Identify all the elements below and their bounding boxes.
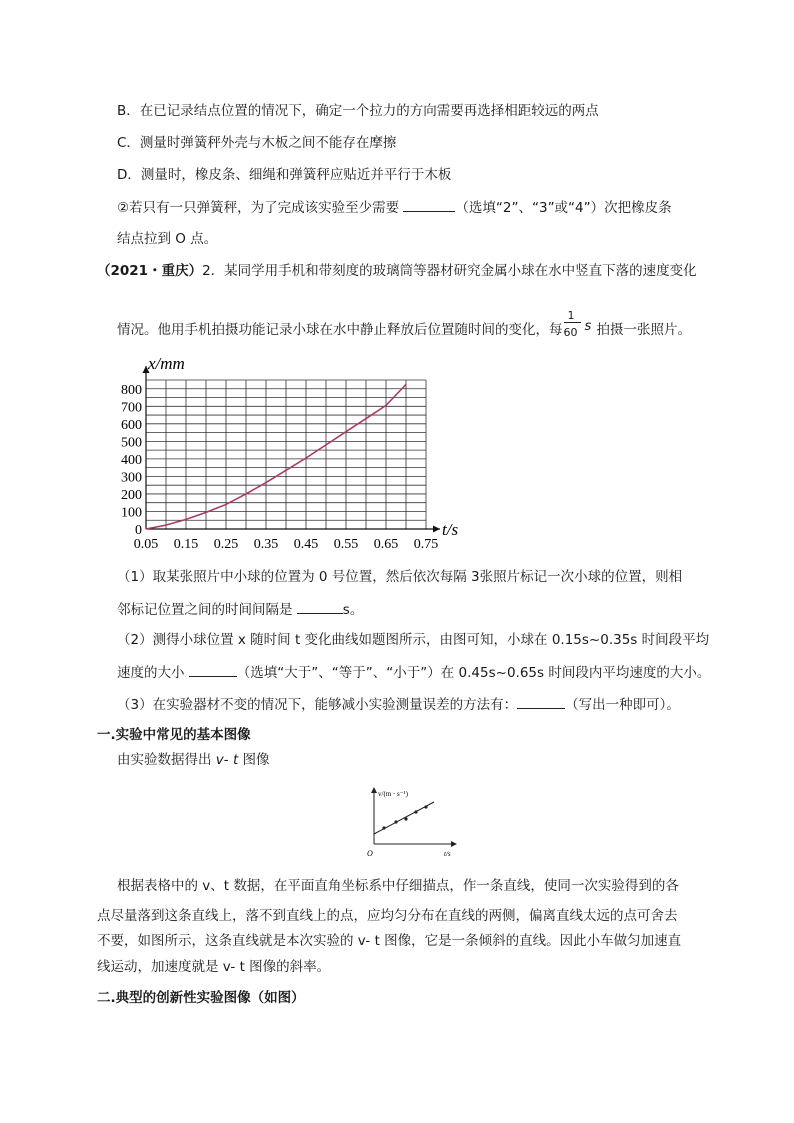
x-axis-arrow <box>433 526 440 533</box>
vt-y-label: v/(m · s⁻¹) <box>378 790 408 798</box>
sub-question-2-post: （选填“大于”、“等于”、“小于”）在 0.45s~0.65s 时间段内平均速度的大小。 <box>236 665 711 681</box>
y-tick-label: 700 <box>121 400 142 416</box>
option-b: B．在已记录结点位置的情况下，确定一个拉力的方向需要再选择相距较远的两点 <box>117 103 599 119</box>
y-tick-labels <box>121 383 142 538</box>
y-tick-label: 100 <box>121 505 142 521</box>
sub-question-3 <box>117 694 680 715</box>
x-tick-label: 0.55 <box>333 537 359 552</box>
intro-v: v <box>215 752 224 768</box>
x-tick-label: 0.65 <box>373 537 399 552</box>
intro-dash: - <box>223 752 233 768</box>
fraction-denominator: 60 <box>563 326 578 339</box>
vt-data-point <box>394 820 397 823</box>
fraction-numerator: 1 <box>567 309 575 322</box>
sub-question-1-pre: 邻标记位置之间的时间间隔是 <box>117 602 297 618</box>
x-tick-labels <box>134 537 439 552</box>
answer-blank-1[interactable] <box>403 197 455 212</box>
x-tick-label: 0.15 <box>173 537 199 552</box>
sub-question-2-line1: （2）测得小球位置 x 随时间 t 变化曲线如题图所示，由图可知，小球在 0.15s~0.35s 时间段平均 <box>117 632 710 648</box>
problem-line2 <box>117 309 691 340</box>
problem-line2-post: 拍摄一张照片。 <box>596 322 691 338</box>
sub-question-1-line1: （1）取某张照片中小球的位置为 0 号位置，然后依次每隔 3张照片标记一次小球的位置，则相 <box>117 569 683 585</box>
section-1-intro <box>117 750 270 770</box>
y-tick-label: 300 <box>121 470 142 486</box>
x-t-chart <box>118 352 459 552</box>
paragraph-line-2: 点尽量落到这条直线上，落不到直线上的点，应均匀分布在直线的两侧，偏离直线太远的点可舍去 <box>97 908 678 924</box>
answer-blank-3[interactable] <box>189 662 237 677</box>
intro-text-pre: 由实验数据得出 <box>117 752 216 768</box>
x-tick-label: 0.05 <box>133 537 159 552</box>
section-2-heading: 二.典型的创新性实验图像（如图） <box>97 990 305 1006</box>
x-tick-label: 0.75 <box>413 537 439 552</box>
sub-question-2-line2 <box>117 662 710 683</box>
paragraph-line-3: 不要，如图所示，这条直线就是本次实验的 v- t 图像，它是一条倾斜的直线。因此小车做匀加速直 <box>97 933 682 949</box>
sub-question-1-line2 <box>117 599 363 620</box>
chart-axes <box>143 366 441 533</box>
x-tick-label: 0.45 <box>293 537 319 552</box>
problem-line2-pre: 情况。他用手机拍摄功能记录小球在水中静止释放后位置随时间的变化，每 <box>117 322 563 338</box>
y-tick-label: 200 <box>121 487 142 503</box>
y-tick-label: 400 <box>121 452 142 468</box>
fraction-one-sixtieth <box>563 309 592 340</box>
x-axis-label: t/s <box>442 520 459 539</box>
paragraph-line-4: 线运动，加速度就是 v- t 图像的斜率。 <box>97 959 331 975</box>
problem-header <box>97 261 697 281</box>
sub-question-3-post: （写出一种即可）。 <box>565 697 680 713</box>
question-2-line2: 结点拉到 O 点。 <box>117 231 218 247</box>
question-2-line1 <box>117 197 672 218</box>
answer-blank-4[interactable] <box>517 694 565 709</box>
intro-text-post: 图像 <box>238 752 270 768</box>
vt-x-label: t/s <box>444 850 451 858</box>
vt-data-point <box>424 805 427 808</box>
vt-data-point <box>404 817 407 820</box>
chart-grid <box>146 380 426 529</box>
sub-question-2-pre: 速度的大小 <box>117 665 189 681</box>
vt-data-point <box>414 810 417 813</box>
option-d: D．测量时，橡皮条、细绳和弹簧秤应贴近并平行于木板 <box>117 167 452 183</box>
vt-origin-label: O <box>367 849 373 858</box>
sub-question-3-pre: （3）在实验器材不变的情况下，能够减小实验测量误差的方法有： <box>117 697 518 713</box>
problem-text: 2．某同学用手机和带刻度的玻璃筒等器材研究金属小球在水中竖直下落的速度变化 <box>202 263 697 279</box>
question-2-text-post: （选填“2”、“3”或“4”）次把橡皮条 <box>455 200 672 216</box>
question-2-text-pre: ②若只有一只弹簧秤，为了完成该实验至少需要 <box>117 200 404 216</box>
vt-data-point <box>382 826 385 829</box>
problem-source-tag: （2021・重庆） <box>97 263 203 279</box>
y-tick-label: 600 <box>121 417 142 433</box>
y-axis-label: x/mm <box>148 354 185 373</box>
x-tick-label: 0.35 <box>253 537 279 552</box>
paragraph-line-1: 根据表格中的 v、t 数据，在平面直角坐标系中仔细描点，作一条直线，使同一次实验得到的各 <box>117 878 679 894</box>
fraction-unit: s <box>584 319 592 334</box>
y-tick-label: 500 <box>121 435 142 451</box>
answer-blank-2[interactable] <box>297 599 343 614</box>
intro-t: t <box>232 752 239 768</box>
sub-question-1-post: s。 <box>342 602 364 618</box>
option-c: C．测量时弹簧秤外壳与木板之间不能存在摩擦 <box>117 135 397 151</box>
v-t-chart <box>366 782 462 862</box>
x-tick-label: 0.25 <box>213 537 239 552</box>
y-tick-label: 800 <box>121 382 142 398</box>
y-tick-label: 0 <box>135 523 142 538</box>
section-1-heading: 一.实验中常见的基本图像 <box>97 727 251 743</box>
